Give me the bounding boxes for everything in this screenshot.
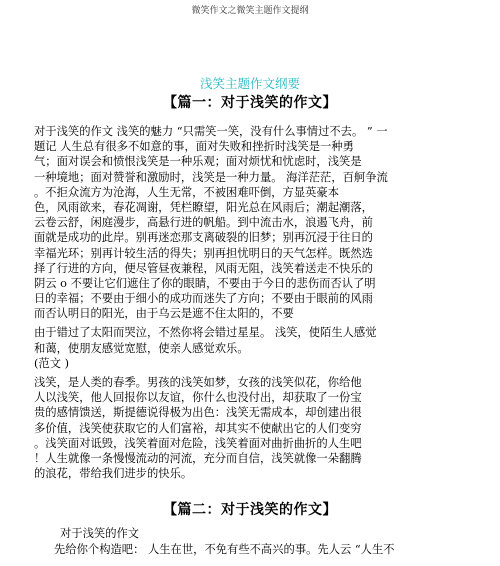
text-line: 的浪花，带给我们进步的快乐。 bbox=[34, 467, 193, 481]
text-line: 对于浅笑的作文 bbox=[60, 527, 140, 540]
text-line: 气；面对误会和愤恨浅笑是一种乐观；面对烦忧和忧虑时，浅笑是 bbox=[34, 155, 362, 169]
text-line: 由于错过了太阳而哭泣，不然你将会错过星星。 浅笑，使陌生人感觉 bbox=[34, 326, 377, 340]
text-line: 先给你个构造吧： 人生在世，不免有些不高兴的事。先人云 “人生不 bbox=[54, 543, 395, 556]
text-line: 阴云 o 不要让它们遮住了你的眼睛，不要由于今日的悲伤而否认了明 bbox=[34, 276, 376, 290]
text-line: 和蔼，使朋友感觉宽慰，使亲人感觉欢乐。 bbox=[34, 341, 249, 355]
document-title: 浅笑主题作文纲要 bbox=[199, 76, 300, 91]
text-line: 贵的感情馈送，斯提德说得极为出色：浅笑无需成本，却创建出很 bbox=[34, 406, 362, 420]
text-line: 云卷云舒，闲庭漫步，高悬行进的帆船。到中流击水，浪遏飞舟，前 bbox=[34, 216, 373, 230]
section-heading-2: 【篇二：对于浅笑的作文】 bbox=[163, 502, 337, 518]
text-line: 择了行进的方向，便尽管昼夜兼程，风雨无阻，浅笑着送走不快乐的 bbox=[34, 261, 373, 275]
section-heading-1: 【篇一：对于浅笑的作文】 bbox=[163, 95, 337, 111]
section-body-1 bbox=[34, 124, 474, 481]
text-line: 面就是成功的此岸。别再迷恋那支离破裂的旧梦；别再沉浸于往日的 bbox=[34, 231, 373, 245]
text-line: 色，风雨欲来，春花凋谢，凭栏瞭望，阳光总在风雨后；潮起潮落， bbox=[34, 200, 373, 214]
text-line: 一种境地；面对赞誉和激励时，浅笑是一种力量。 海洋茫茫，百舸争流 bbox=[34, 170, 388, 184]
section-body-2 bbox=[54, 526, 480, 558]
text-line: 题记 人生总有很多不如意的事，面对失败和挫折时浅笑是一种勇 bbox=[34, 140, 354, 154]
text-line: 对于浅笑的作文 浅笑的魅力 “只需笑一笑，没有什么事情过不去。 ” 一 bbox=[34, 125, 388, 138]
text-line: 日的幸福；不要由于细小的成功而迷失了方向；不要由于眼前的风雨 bbox=[34, 292, 373, 306]
text-line: 而否认明日的阳光，由于乌云是遮不住太阳的，不要 bbox=[34, 307, 294, 321]
text-line: 人以浅笑，他人回报你以友谊，你什么也没付出，却获取了一份宝 bbox=[34, 391, 362, 405]
text-line: 浅笑，是人类的春季。男孩的浅笑如梦，女孩的浅笑似花，你给他 bbox=[34, 376, 362, 389]
text-line: 幸福光环；别再计较生活的得失；别再担忧明日的天气怎样。既然选 bbox=[34, 246, 373, 260]
text-line: ！人生就像一条慢慢流动的河流，充分而自信，浅笑就像一朵翻腾 bbox=[34, 451, 362, 465]
text-line: (范文 ) bbox=[34, 356, 69, 370]
running-header: 微笑作文之微笑主题作文提纲 bbox=[191, 6, 309, 16]
text-line: 多价值，浅笑使获取它的人们富裕，却其实不使献出它的人们变穷 bbox=[34, 421, 362, 435]
text-line: 。浅笑面对诋毁，浅笑着面对危险，浅笑着面对曲折曲折的人生吧 bbox=[34, 436, 362, 450]
text-line: 。不拒众流方为沧海，人生无常，不被困难吓倒，方显英豪本 bbox=[34, 185, 340, 199]
